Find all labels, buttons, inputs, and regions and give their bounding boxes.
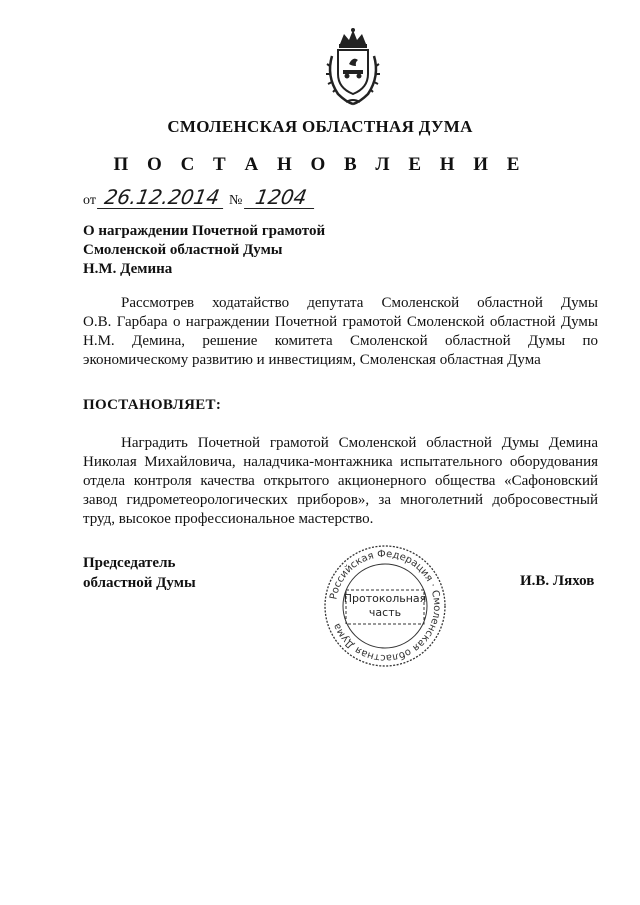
paragraph-line: завод гидрометеорологических приборов», за многолетний добросовестный [83, 492, 598, 508]
preamble-paragraph [83, 294, 598, 370]
subject-line: Н.М. Демина [83, 261, 173, 277]
paragraph-line: отдела контроля качества открытого акционерного общества «Сафоновский [83, 473, 598, 489]
resolution-paragraph [83, 434, 598, 529]
signatory-name: И.В. Ляхов [520, 573, 595, 589]
stamp-center-line: часть [368, 606, 402, 619]
subject-line: О награждении Почетной грамотой [83, 223, 326, 239]
document-subject [83, 222, 383, 279]
handwritten-number: 1204 [244, 186, 318, 209]
signatory-title-line: Председатель [83, 555, 176, 571]
date-prefix: от [83, 193, 96, 208]
organization-title: СМОЛЕНСКАЯ ОБЛАСТНАЯ ДУМА [167, 117, 473, 136]
paragraph-line: труд, высокое профессиональное мастерство. [83, 511, 374, 527]
resolve-heading: ПОСТАНОВЛЯЕТ: [83, 397, 222, 413]
paragraph-line: Николая Михайловича, наладчика-монтажника испытательного оборудования [83, 454, 598, 470]
paragraph-line: экономическому развитию и инвестициям, Смоленская областная Дума [83, 352, 541, 368]
number-prefix: № [228, 193, 243, 208]
stamp-center-text [342, 592, 428, 620]
paragraph-line: Н.М. Демина, решение комитета Смоленской областной Думы по [83, 333, 598, 349]
coat-of-arms-emblem [322, 26, 384, 108]
handwritten-date: 26.12.2014 [97, 186, 227, 209]
stamp-center-line: Протокольная [343, 592, 427, 605]
signatory-title-line: областной Думы [83, 575, 196, 591]
subject-line: Смоленской областной Думы [83, 242, 283, 258]
signatory-title [83, 553, 196, 593]
paragraph-line: Рассмотрев ходатайство депутата Смоленской областной Думы [121, 295, 598, 311]
paragraph-line: О.В. Гарбара о награждении Почетной грамотой Смоленской областной Думы [83, 314, 598, 330]
paragraph-line: Наградить Почетной грамотой Смоленской областной Думы Демина [121, 435, 598, 451]
document-type-heading: П О С Т А Н О В Л Е Н И Е [113, 154, 527, 175]
registration-line [83, 186, 316, 209]
stamp-outer-text: Российская Федерация · Смоленская областная Дума [328, 548, 443, 664]
